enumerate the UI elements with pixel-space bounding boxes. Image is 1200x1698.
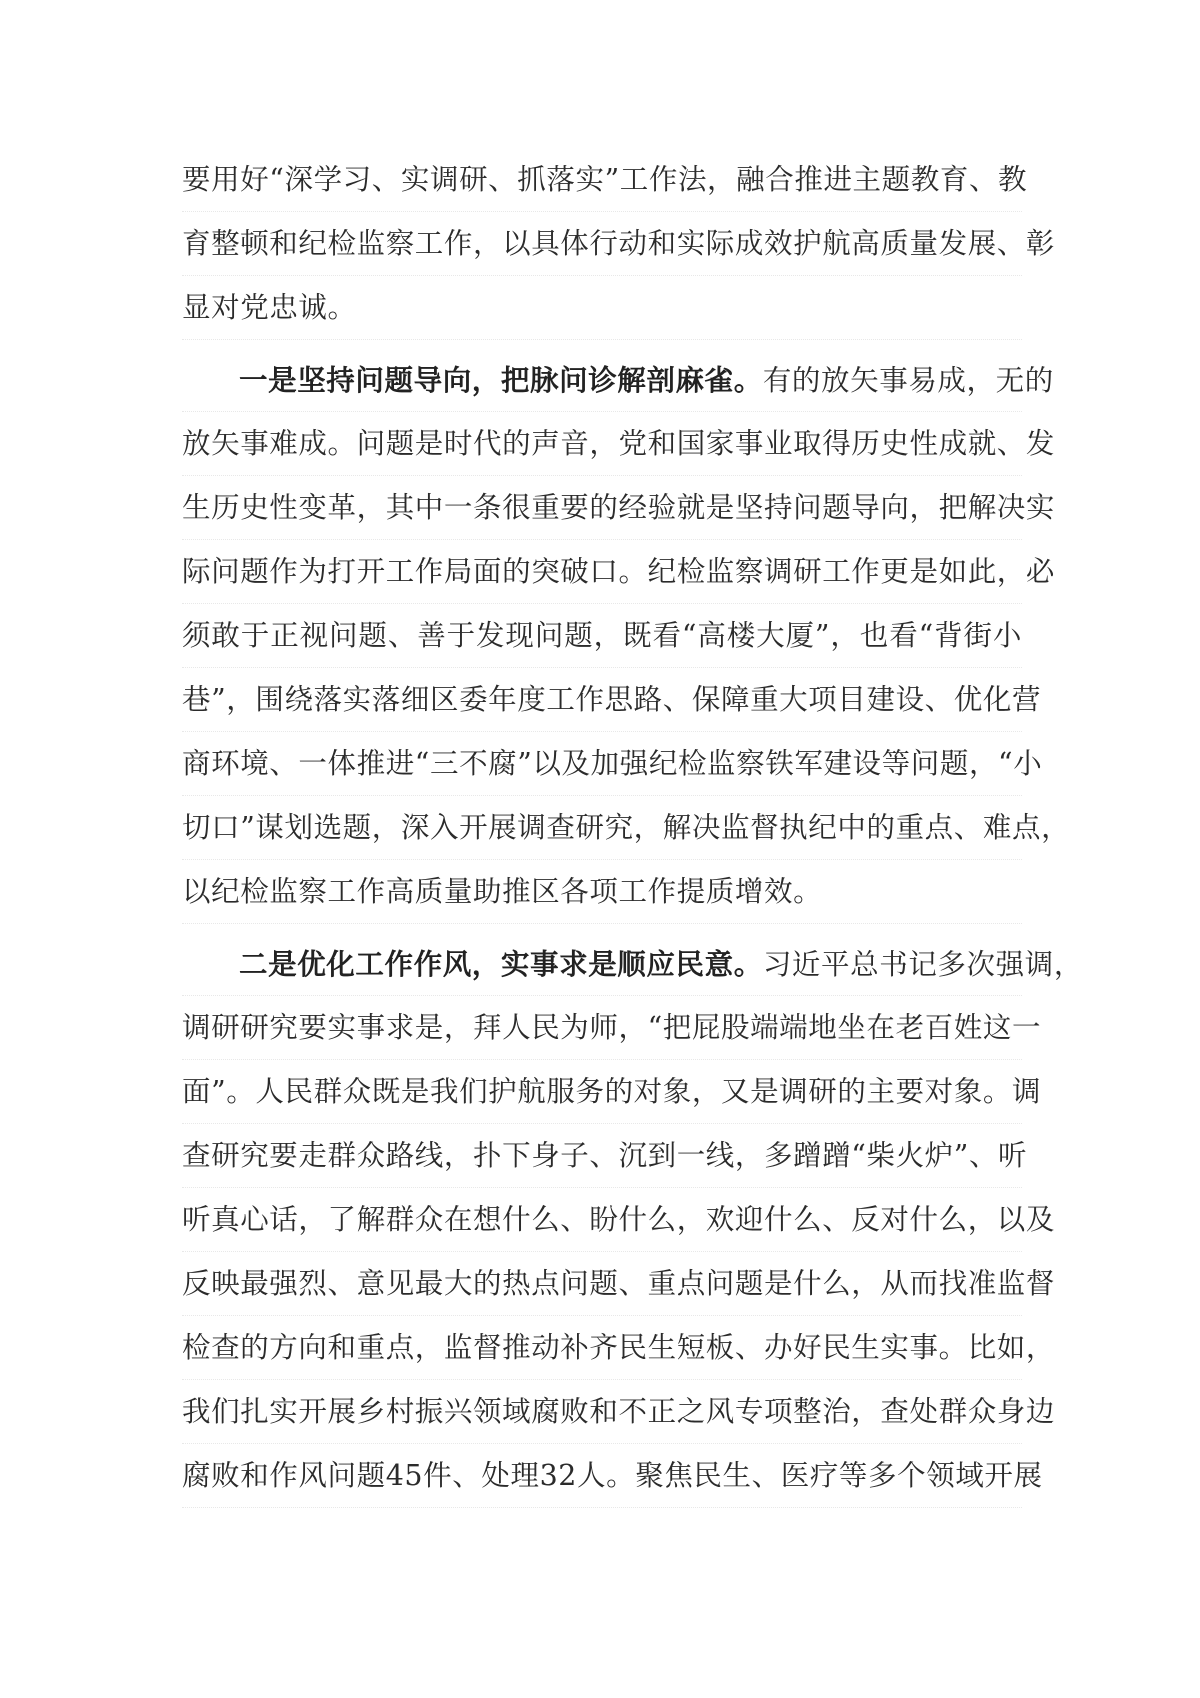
text-line: 要用好“深学习、实调研、抓落实”工作法，融合推进主题教育、教 [182, 148, 1022, 212]
text-line: 反映最强烈、意见最大的热点问题、重点问题是什么，从而找准监督 [182, 1252, 1022, 1316]
text-line: 检查的方向和重点，监督推动补齐民生短板、办好民生实事。比如， [182, 1316, 1022, 1380]
text-line: 我们扎实开展乡村振兴领域腐败和不正之风专项整治，查处群众身边 [182, 1380, 1022, 1444]
section-2-heading: 二是优化工作作风，实事求是顺应民意。 [239, 947, 763, 981]
text-line: 调研研究要实事求是，拜人民为师，“把屁股端端地坐在老百姓这一 [182, 996, 1022, 1060]
text-line: 生历史性变革，其中一条很重要的经验就是坚持问题导向，把解决实 [182, 476, 1022, 540]
intro-paragraph [182, 148, 1056, 340]
section-2-first-line-text: 习近平总书记多次强调， [762, 948, 1083, 981]
text-line: 查研究要走群众路线，扑下身子、沉到一线，多蹭蹭“柴火炉”、听 [182, 1124, 1022, 1188]
section-2-paragraph [182, 932, 1083, 1508]
section-1-paragraph [182, 348, 1071, 924]
text-line: 际问题作为打开工作局面的突破口。纪检监察调研工作更是如此，必 [182, 540, 1022, 604]
text-line: 腐败和作风问题45件、处理32人。聚焦民生、医疗等多个领域开展 [182, 1444, 1022, 1508]
text-line: 商环境、一体推进“三不腐”以及加强纪检监察铁军建设等问题，“小 [182, 732, 1022, 796]
text-line: 育整顿和纪检监察工作，以具体行动和实际成效护航高质量发展、彰 [182, 212, 1022, 276]
text-line: 面”。人民群众既是我们护航服务的对象，又是调研的主要对象。调 [182, 1060, 1022, 1124]
text-line: 放矢事难成。问题是时代的声音，党和国家事业取得历史性成就、发 [182, 412, 1022, 476]
text-line: 显对党忠诚。 [182, 276, 1022, 340]
text-line: 以纪检监察工作高质量助推区各项工作提质增效。 [182, 860, 1022, 924]
document-body [182, 148, 1083, 1508]
text-line: 巷”，围绕落实落细区委年度工作思路、保障重大项目建设、优化营 [182, 668, 1022, 732]
section-1-heading: 一是坚持问题导向，把脉问诊解剖麻雀。 [239, 363, 763, 397]
text-line: 须敢于正视问题、善于发现问题，既看“高楼大厦”，也看“背街小 [182, 604, 1022, 668]
text-line: 听真心话，了解群众在想什么、盼什么，欢迎什么、反对什么，以及 [182, 1188, 1022, 1252]
section-2-first-line [182, 932, 1083, 996]
section-1-first-line [182, 348, 1054, 412]
section-1-first-line-text: 有的放矢事易成，无的 [762, 364, 1054, 397]
text-line: 切口”谋划选题，深入开展调查研究，解决监督执纪中的重点、难点， [182, 796, 1022, 860]
